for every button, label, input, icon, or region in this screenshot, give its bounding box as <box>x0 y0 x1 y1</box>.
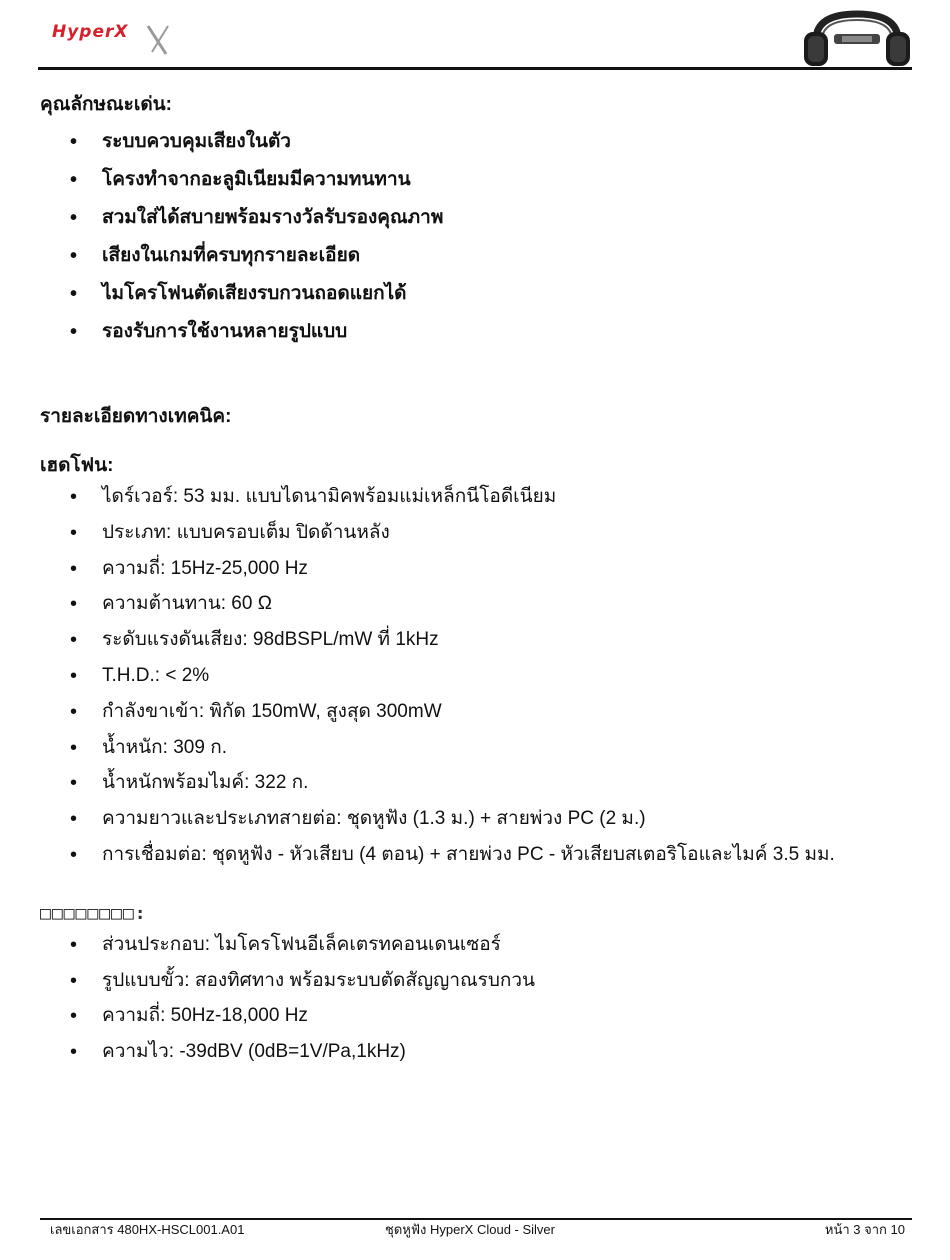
list-item: • ความยาวและประเภทสายต่อ: ชุดหูฟัง (1.3 ม.) + สายพ่วง PC (2 ม.) <box>40 803 900 839</box>
list-item: • ความต้านทาน: 60 Ω <box>40 588 900 624</box>
microphone-heading: □□□□□□□□: <box>40 902 147 924</box>
list-item: • ระบบควบคุมเสียงในตัว <box>40 126 900 164</box>
header-divider <box>38 67 912 70</box>
document-title: ชุดหูฟัง HyperX Cloud - Silver <box>385 1222 555 1237</box>
document-number: เลขเอกสาร 480HX-HSCL001.A01 <box>50 1222 245 1237</box>
list-item: • การเชื่อมต่อ: ชุดหูฟัง - หัวเสียบ (4 ตอน) + สายพ่วง PC - หัวเสียบสเตอริโอและไมค์ 3.5 มม. <box>40 839 900 875</box>
page-header <box>38 0 912 70</box>
list-item: • น้ำหนักพร้อมไมค์: 322 ก. <box>40 767 900 803</box>
list-item: • ความถี่: 15Hz-25,000 Hz <box>40 553 900 589</box>
features-list <box>40 126 900 354</box>
list-item: • เสียงในเกมที่ครบทุกรายละเอียด <box>40 240 900 278</box>
headphone-heading: เฮดโฟน: <box>40 455 114 476</box>
document-body <box>40 92 900 1072</box>
list-item: • T.H.D.: < 2% <box>40 660 900 696</box>
logo-wordmark: HyperX <box>52 22 129 42</box>
list-item: • ประเภท: แบบครอบเต็ม ปิดด้านหลัง <box>40 517 900 553</box>
list-item: • ความถี่: 50Hz-18,000 Hz <box>40 1000 900 1036</box>
technical-heading: รายละเอียดทางเทคนิค: <box>40 406 232 427</box>
list-item: • ระดับแรงดันเสียง: 98dBSPL/mW ที่ 1kHz <box>40 624 900 660</box>
list-item: • ส่วนประกอบ: ไมโครโฟนอีเล็คเตรทคอนเดนเซอร์ <box>40 929 900 965</box>
list-item: • สวมใส่ได้สบายพร้อมรางวัลรับรองคุณภาพ <box>40 202 900 240</box>
hyperx-logo <box>52 20 172 60</box>
page-number: หน้า 3 จาก 10 <box>824 1222 905 1237</box>
headset-image <box>802 10 912 68</box>
list-item: • รูปแบบขั้ว: สองทิศทาง พร้อมระบบตัดสัญญาณรบกวน <box>40 965 900 1001</box>
page-footer <box>50 1221 905 1239</box>
list-item: • โครงทำจากอะลูมิเนียมมีความทนทาน <box>40 164 900 202</box>
list-item: • ไดร์เวอร์: 53 มม. แบบไดนามิคพร้อมแม่เหล็กนีโอดีเนียม <box>40 481 900 517</box>
list-item: • รองรับการใช้งานหลายรูปแบบ <box>40 316 900 354</box>
features-heading: คุณลักษณะเด่น: <box>40 94 172 115</box>
list-item: • ความไว: -39dBV (0dB=1V/Pa,1kHz) <box>40 1036 900 1072</box>
hyperx-x-icon <box>144 22 174 58</box>
list-item: • ไมโครโฟนตัดเสียงรบกวนถอดแยกได้ <box>40 278 900 316</box>
headphone-spec-list <box>40 481 900 875</box>
footer-divider <box>40 1218 912 1220</box>
list-item: • น้ำหนัก: 309 ก. <box>40 732 900 768</box>
list-item: • กำลังขาเข้า: พิกัด 150mW, สูงสุด 300mW <box>40 696 900 732</box>
microphone-spec-list <box>40 929 900 1072</box>
